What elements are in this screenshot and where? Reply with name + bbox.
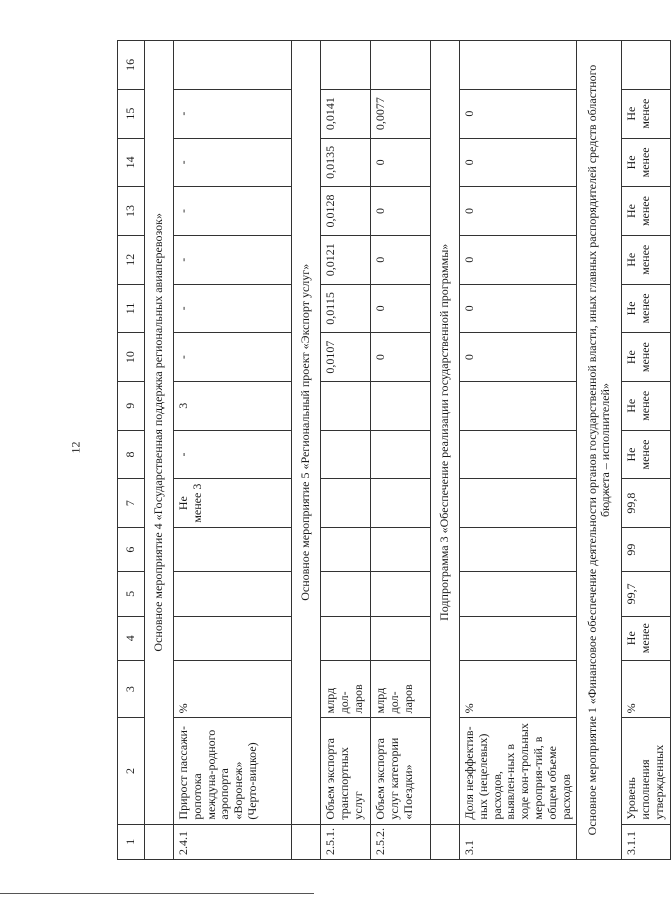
section-title: Основное мероприятие 1 «Финансовое обеспечение деятельности органов государственной власти, иных главных распорядителей средств областного бюджета – исполнителей»: [577, 41, 622, 860]
table-row: [174, 41, 292, 860]
indicator-name: Доля неэффектив-ных (нецелевых) расходов, выявлен-ных в ходе кон-трольных мероприя-тий, в общем объеме расходов: [460, 718, 577, 824]
value-cell: 0: [460, 187, 577, 236]
value-cell: [460, 479, 577, 528]
col-5-header: 5: [118, 572, 145, 616]
row-number: 3.1.1: [622, 824, 670, 859]
value-cell: Не менее 3: [174, 479, 292, 528]
col-6-header: 6: [118, 528, 145, 572]
indicator-name: Объем экспорта услуг категории «Поездки»: [371, 718, 431, 824]
value-cell: 0: [460, 138, 577, 187]
value-cell: [321, 572, 371, 616]
col-16-header: 16: [118, 41, 145, 90]
value-cell: [174, 616, 292, 660]
col-11-header: 11: [118, 284, 145, 333]
value-cell: [371, 430, 431, 479]
value-cell: -: [174, 187, 292, 236]
col-2-header: 2: [118, 718, 145, 824]
value-cell: [460, 572, 577, 616]
row-number: 2.5.2.: [371, 824, 431, 859]
value-cell: 0: [371, 187, 431, 236]
value-cell: -: [174, 89, 292, 138]
value-cell: Не менее: [622, 235, 670, 284]
section-row: [145, 41, 174, 860]
value-cell: [371, 572, 431, 616]
value-cell: 0,0077: [371, 89, 431, 138]
indicators-table: [117, 40, 671, 860]
col-15-header: 15: [118, 89, 145, 138]
col-10-header: 10: [118, 333, 145, 382]
value-cell: [321, 41, 371, 90]
row-number: 3.1: [460, 824, 577, 859]
unit: %: [460, 660, 577, 718]
row-number: 2.5.1.: [321, 824, 371, 859]
table-row: [622, 41, 670, 860]
value-cell: Не менее: [622, 284, 670, 333]
value-cell: 99: [622, 528, 670, 572]
col-7-header: 7: [118, 479, 145, 528]
value-cell: 0,0115: [321, 284, 371, 333]
indicator-name: Уровень исполнения утвержденных: [622, 718, 670, 824]
value-cell: 0: [460, 235, 577, 284]
value-cell: [371, 41, 431, 90]
footer-divider: [0, 893, 314, 894]
col-4-header: 4: [118, 616, 145, 660]
value-cell: -: [174, 284, 292, 333]
rotated-table-page: [117, 40, 666, 860]
row-number: 2.4.1: [174, 824, 292, 859]
unit: %: [174, 660, 292, 718]
value-cell: 0,0141: [321, 89, 371, 138]
value-cell: 0,0107: [321, 333, 371, 382]
value-cell: 0: [371, 284, 431, 333]
value-cell: [321, 616, 371, 660]
value-cell: [460, 430, 577, 479]
value-cell: [371, 381, 431, 430]
value-cell: -: [174, 235, 292, 284]
section-title: Основное мероприятие 5 «Региональный проект «Экспорт услуг»: [292, 41, 321, 825]
value-cell: [371, 479, 431, 528]
value-cell: [371, 616, 431, 660]
value-cell: [371, 528, 431, 572]
value-cell: Не менее: [622, 616, 670, 660]
value-cell: 0,0128: [321, 187, 371, 236]
value-cell: [321, 479, 371, 528]
value-cell: [174, 572, 292, 616]
value-cell: 0: [371, 138, 431, 187]
indicator-name: Прирост пассажи-ропотока междуна-родного аэропорта «Воронеж» (Черто-вицкое): [174, 718, 292, 824]
table-row: [321, 41, 371, 860]
unit: %: [622, 660, 670, 718]
value-cell: 0: [371, 235, 431, 284]
value-cell: [460, 381, 577, 430]
value-cell: [174, 41, 292, 90]
value-cell: Не менее: [622, 187, 670, 236]
value-cell: -: [174, 430, 292, 479]
value-cell: Не менее: [622, 430, 670, 479]
value-cell: [174, 528, 292, 572]
value-cell: [460, 41, 577, 90]
section-row: [292, 41, 321, 860]
page-number: 12: [68, 441, 83, 454]
table-row: [460, 41, 577, 860]
col-3-header: 3: [118, 660, 145, 718]
col-1-header: 1: [118, 824, 145, 859]
section-row: [577, 41, 622, 860]
section-title: Основное мероприятие 4 «Государственная поддержка региональных авиаперевозок»: [145, 41, 174, 825]
col-9-header: 9: [118, 381, 145, 430]
column-number-row: [118, 41, 145, 860]
col-13-header: 13: [118, 187, 145, 236]
value-cell: [321, 381, 371, 430]
col-8-header: 8: [118, 430, 145, 479]
value-cell: Не менее: [622, 138, 670, 187]
unit: млрд дол-ларов: [321, 660, 371, 718]
section-row: [431, 41, 460, 860]
col-14-header: 14: [118, 138, 145, 187]
value-cell: 0: [460, 89, 577, 138]
value-cell: 0: [371, 333, 431, 382]
value-cell: 99,7: [622, 572, 670, 616]
value-cell: 0,0121: [321, 235, 371, 284]
value-cell: 99,8: [622, 479, 670, 528]
value-cell: [460, 616, 577, 660]
value-cell: 0: [460, 333, 577, 382]
col-12-header: 12: [118, 235, 145, 284]
value-cell: -: [174, 138, 292, 187]
table-row: [371, 41, 431, 860]
value-cell: Не менее: [622, 89, 670, 138]
value-cell: Не менее: [622, 333, 670, 382]
unit: млрд дол-ларов: [371, 660, 431, 718]
indicator-name: Объем экспорта транспортных услуг: [321, 718, 371, 824]
value-cell: -: [174, 333, 292, 382]
value-cell: [321, 430, 371, 479]
value-cell: 3: [174, 381, 292, 430]
value-cell: [460, 528, 577, 572]
section-title: Подпрограмма 3 «Обеспечение реализации государственной программы»: [431, 41, 460, 825]
value-cell: Не менее: [622, 381, 670, 430]
value-cell: 0,0135: [321, 138, 371, 187]
value-cell: [321, 528, 371, 572]
value-cell: 0: [460, 284, 577, 333]
value-cell: [622, 41, 670, 90]
